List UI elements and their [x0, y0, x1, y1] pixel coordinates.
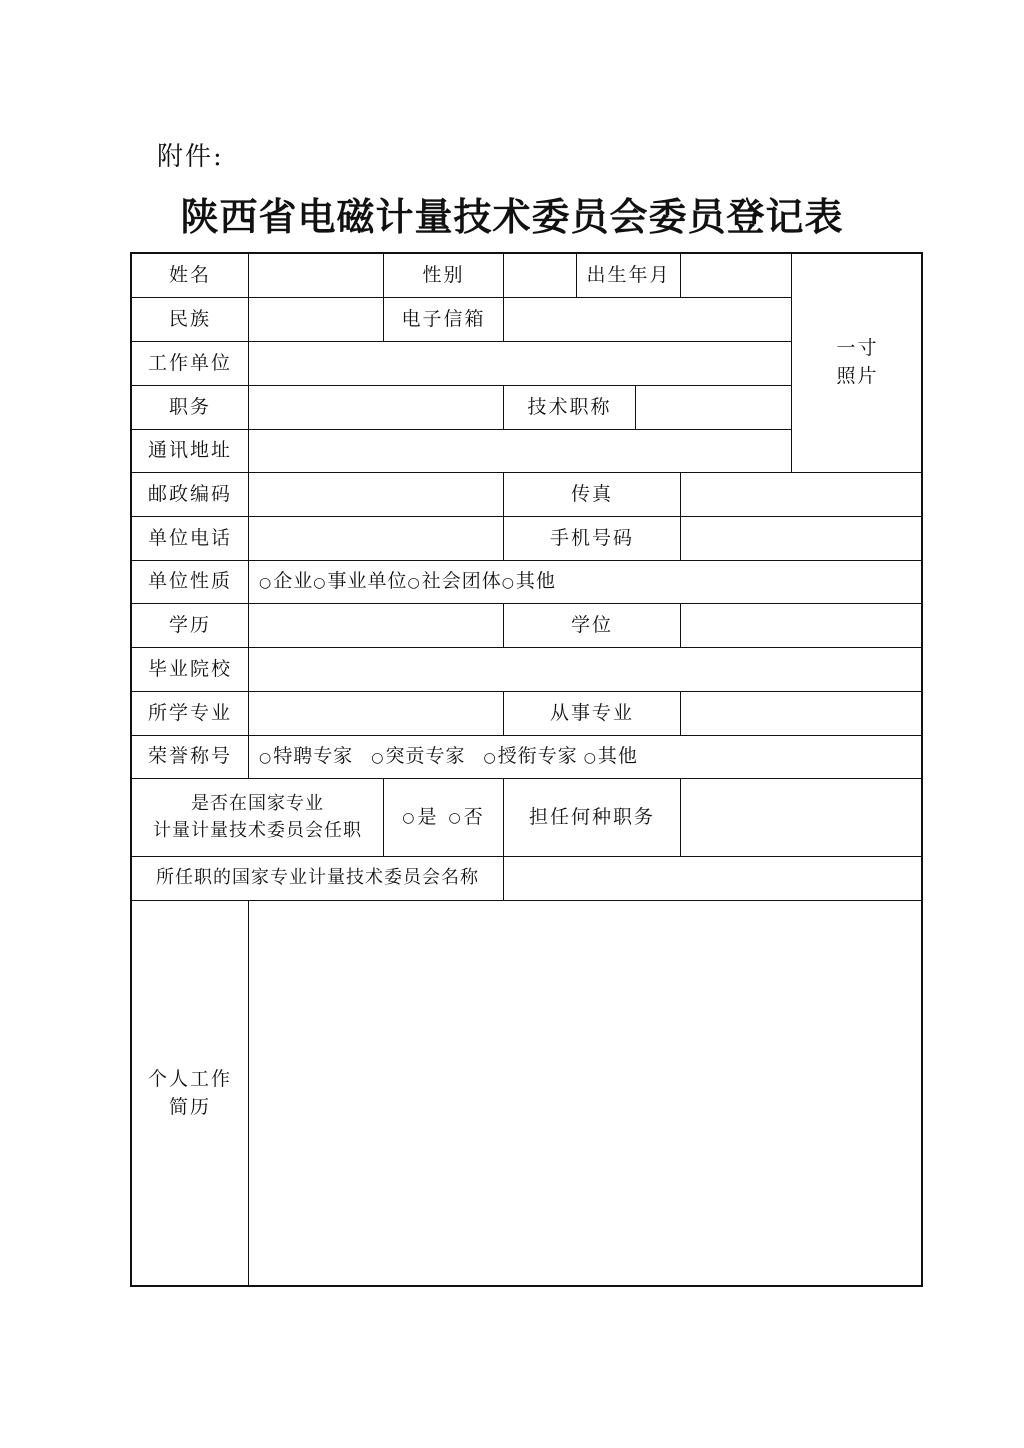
mobile-label: 手机号码 — [504, 517, 681, 561]
unit-nature-label: 单位性质 — [132, 561, 249, 604]
birth-label: 出生年月 — [577, 254, 681, 298]
postcode-label: 邮政编码 — [132, 473, 249, 517]
form-title: 陕西省电磁计量技术委员会委员登记表 — [180, 194, 844, 239]
tech-title-label: 技术职称 — [504, 386, 636, 430]
radio-icon: ○ — [259, 574, 273, 591]
unit-nature-option-other[interactable]: ○ 其他 — [501, 570, 556, 593]
gender-label: 性别 — [384, 254, 504, 298]
role-label: 担任何种职务 — [504, 779, 681, 857]
birth-field[interactable] — [681, 254, 792, 298]
email-field[interactable] — [504, 298, 792, 342]
resume-field[interactable] — [249, 901, 923, 1287]
unit-nature-option-social-group[interactable]: ○ 社会团体 — [407, 570, 502, 593]
attachment-label: 附件: — [157, 142, 224, 172]
fax-field[interactable] — [681, 473, 923, 517]
major-label: 所学专业 — [132, 692, 249, 736]
radio-icon: ○ — [583, 749, 597, 766]
email-label: 电子信箱 — [384, 298, 504, 342]
honor-label: 荣誉称号 — [132, 736, 249, 779]
work-unit-field[interactable] — [249, 342, 792, 386]
unit-phone-label: 单位电话 — [132, 517, 249, 561]
school-label: 毕业院校 — [132, 648, 249, 692]
radio-icon: ○ — [407, 574, 421, 591]
resume-label: 个人工作 简历 — [132, 901, 249, 1287]
school-field[interactable] — [249, 648, 923, 692]
honor-option-other[interactable]: ○ 其他 — [583, 745, 638, 768]
honor-options — [249, 736, 923, 779]
radio-icon: ○ — [313, 574, 327, 591]
education-label: 学历 — [132, 604, 249, 648]
committee-name-label: 所任职的国家专业计量技术委员会名称 — [132, 857, 504, 901]
role-field[interactable] — [681, 779, 923, 857]
yes-no-options — [384, 779, 504, 857]
work-field-field[interactable] — [681, 692, 923, 736]
position-label: 职务 — [132, 386, 249, 430]
work-unit-label: 工作单位 — [132, 342, 249, 386]
degree-field[interactable] — [681, 604, 923, 648]
major-field[interactable] — [249, 692, 504, 736]
work-field-label: 从事专业 — [504, 692, 681, 736]
unit-nature-option-enterprise[interactable]: ○ 企业 — [259, 570, 314, 593]
unit-nature-option-institution[interactable]: ○ 事业单位 — [313, 570, 408, 593]
postcode-field[interactable] — [249, 473, 504, 517]
unit-phone-field[interactable] — [249, 517, 504, 561]
option-no[interactable]: ○ 否 — [448, 805, 485, 828]
unit-nature-options — [249, 561, 923, 604]
address-label: 通讯地址 — [132, 430, 249, 473]
name-field[interactable] — [249, 254, 384, 298]
honor-option-titled-expert[interactable]: ○ 授衔专家 — [483, 745, 578, 768]
fax-label: 传真 — [504, 473, 681, 517]
radio-icon: ○ — [501, 574, 515, 591]
national-committee-label: 是否在国家专业 计量计量技术委员会任职 — [132, 779, 384, 857]
position-field[interactable] — [249, 386, 504, 430]
mobile-field[interactable] — [681, 517, 923, 561]
education-field[interactable] — [249, 604, 504, 648]
honor-option-outstanding-expert[interactable]: ○ 突贡专家 — [371, 745, 466, 768]
ethnicity-label: 民族 — [132, 298, 249, 342]
honor-option-special-expert[interactable]: ○ 特聘专家 — [259, 745, 354, 768]
radio-icon: ○ — [259, 749, 273, 766]
radio-icon: ○ — [483, 749, 497, 766]
option-yes[interactable]: ○ 是 — [402, 805, 439, 828]
address-field[interactable] — [249, 430, 792, 473]
tech-title-field[interactable] — [636, 386, 792, 430]
photo-box[interactable]: 一寸 照片 — [792, 254, 923, 473]
radio-icon: ○ — [402, 810, 417, 827]
name-label: 姓名 — [132, 254, 249, 298]
radio-icon: ○ — [448, 810, 463, 827]
committee-name-field[interactable] — [504, 857, 923, 901]
radio-icon: ○ — [371, 749, 385, 766]
degree-label: 学位 — [504, 604, 681, 648]
gender-field[interactable] — [504, 254, 577, 298]
ethnicity-field[interactable] — [249, 298, 384, 342]
registration-form — [130, 252, 923, 1287]
